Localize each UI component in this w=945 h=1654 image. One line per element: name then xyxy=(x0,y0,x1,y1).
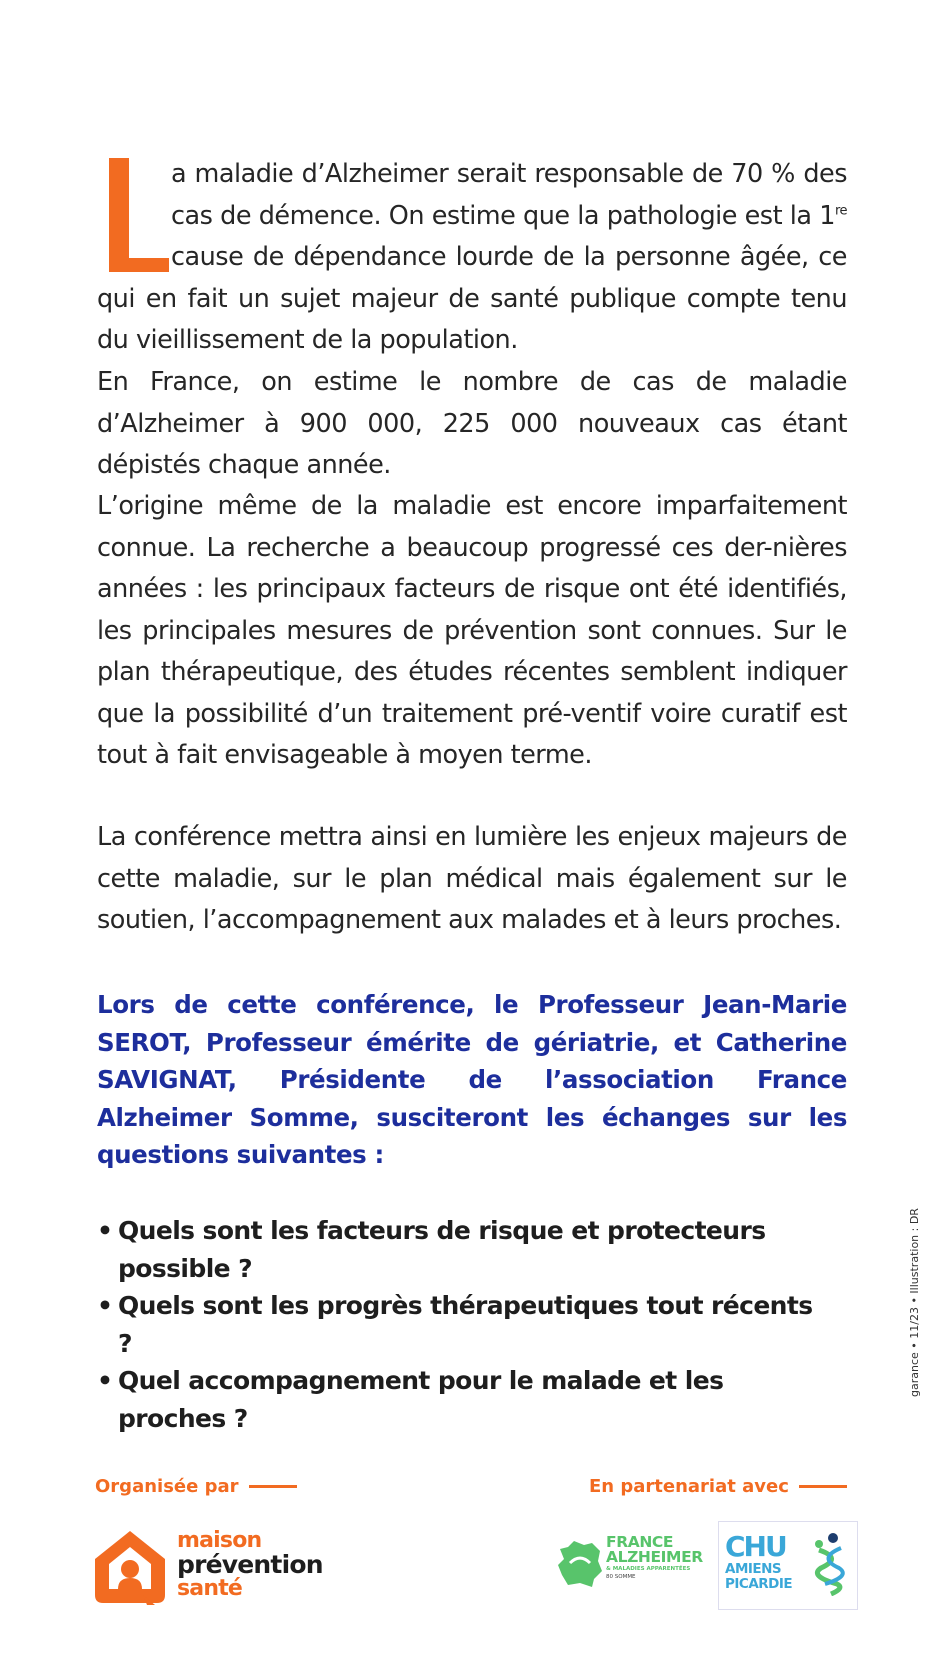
france-map-icon xyxy=(556,1539,604,1589)
question-item: • Quels sont les facteurs de risque et protecteurs possible ? xyxy=(97,1216,766,1283)
intro-paragraph-1: a maladie d’Alzheimer serait responsable de 70 % des cas de démence. On estime que la pathologie est la 1re cause de dépendance lourde de la personne âgée, ce qui en fait un sujet majeur de santé publique compte tenu du vieillissement de la population. xyxy=(97,159,847,355)
label-rule xyxy=(799,1485,847,1488)
maison-prevention-sante-logo: maison prévention santé xyxy=(89,1523,319,1613)
superscript-re: re xyxy=(834,203,847,218)
organised-by-label: Organisée par xyxy=(95,1476,297,1497)
question-item: • Quel accompagnement pour le malade et les proches ? xyxy=(97,1366,724,1433)
intro-paragraph-2: En France, on estime le nombre de cas de maladie d’Alzheimer à 900 000, 225 000 nouveaux cas étant dépistés chaque année. xyxy=(97,367,847,480)
label-rule xyxy=(249,1485,297,1488)
dna-figure-icon xyxy=(811,1532,851,1596)
intro-paragraph-4: La conférence mettra ainsi en lumière les enjeux majeurs de cette maladie, sur le plan médical mais également sur le soutien, l’accompagnement aux malades et à leurs proches. xyxy=(97,822,847,935)
speakers-announcement: Lors de cette conférence, le Professeur Jean-Marie SEROT, Professeur émérite de gériatrie, et Catherine SAVIGNAT, Présidente de l’association France Alzheimer Somme, susciteront les échanges sur les questions suivantes : xyxy=(97,990,847,1169)
house-person-icon xyxy=(89,1525,171,1607)
france-alzheimer-logo: FRANCE ALZHEIMER & MALADIES APPARENTÉES 80 SOMME xyxy=(556,1533,716,1603)
dropcap-l xyxy=(97,158,171,276)
question-item: • Quels sont les progrès thérapeutiques tout récents ? xyxy=(97,1291,813,1358)
partnership-label: En partenariat avec xyxy=(589,1476,847,1497)
print-credit: garance • 11/23 • Illustration : DR xyxy=(908,1208,921,1397)
questions-list xyxy=(97,1212,817,1437)
intro-paragraph-3: L’origine même de la maladie est encore imparfaitement connue. La recherche a beaucoup progressé ces der-nières années : les principaux facteurs de risque ont été identifiés, les principales mesures de prévention sont connues. Sur le plan thérapeutique, des études récentes semblent indiquer que la possibilité d’un traitement pré-ventif voire curatif est tout à fait envisageable à moyen terme. xyxy=(97,491,847,770)
chu-amiens-picardie-logo: CHU AMIENS PICARDIE xyxy=(718,1521,858,1610)
